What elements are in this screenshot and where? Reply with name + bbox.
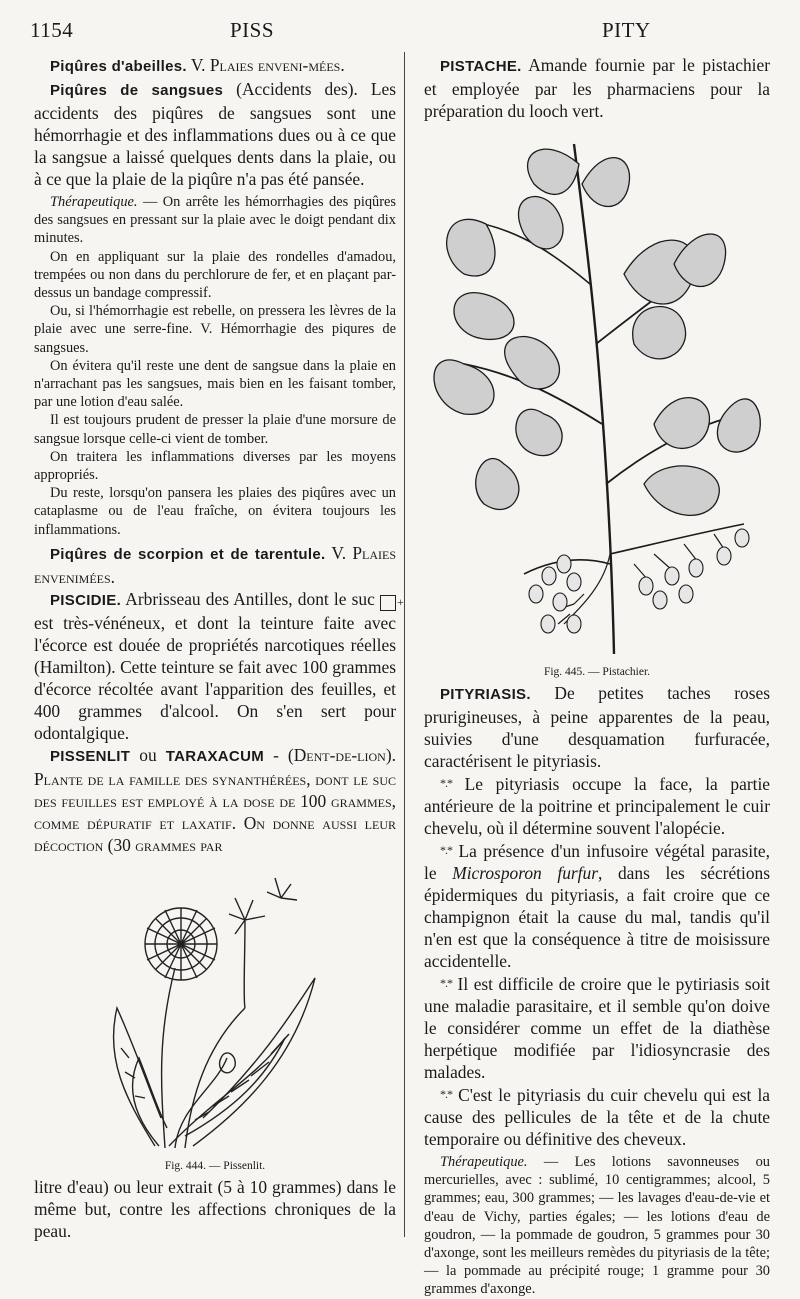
paragraph: *.* La présence d'un infusoire végétal parasite, le Microsporon furfur, dans les sécrétions épidermiques du pityriasis, a fait croire que ce champignon était la cause du mal, tandis qu'il n'en est que la conséquence à titre de moisissure accidentelle.: [424, 841, 770, 971]
asterism: *.*: [440, 976, 452, 990]
paragraph: Ou, si l'hémorrhagie est rebelle, on pressera les lèvres de la plaie avec une serre-fine. V. Hémorrhagie des piqures de sangsues.: [34, 303, 396, 356]
entry-piqures-sangsues: Piqûres de sangsues (Accidents des). Les accidents des piqûres de sangsues sont une hémorrhagie et des inflammations dues ou à ce que la sangsue a laissé quelques dents dans la plaie, ou à ce que la plaie de la piqûre n'a pas été pansée.: [34, 79, 396, 189]
paragraph: On en appliquant sur la plaie des rondelles d'amadou, trempées ou non dans du perchlorure de fer, et en plaçant par-dessus un bandage compressif.: [34, 248, 396, 302]
entry-heading: PISTACHE.: [440, 58, 522, 75]
entry-heading-alt: TARAXACUM: [165, 747, 264, 765]
therapeutique-paragraph: Thérapeutique. — On arrête les hémorrhagies des piqûres des sangsues en pressant sur la plaie avec le doigt pendant dix minutes.: [34, 194, 396, 247]
left-column: [34, 54, 404, 1254]
entry-heading: PISCIDIE.: [50, 591, 122, 609]
entry-heading: Piqûres d'abeilles.: [50, 58, 187, 75]
entry-piscidie: PISCIDIE. Arbrisseau des Antilles, dont le suc + est très-vénéneux, et dont la teinture faite avec l'écorce est douée de propriétés narcotiques réelles (Hamilton). Cette teinture se fait avec 100 grammes d'écorce récoltée avant l'apparition des feuilles, et 400 grammes d'alcool. On s'en sert pour odontalgique.: [34, 588, 404, 743]
entry-scorpion-tarentule: Piqûres de scorpion et de tarentule. V. Plaies envenimées.: [34, 542, 397, 587]
entry-heading: Piqûres de scorpion et de tarentule.: [50, 545, 326, 563]
paragraph: *.* Le pityriasis occupe la face, la partie antérieure de la poitrine et principalement le cuir chevelu, où il détermine souvent l'alopécie.: [424, 774, 770, 838]
paragraph-continuation: litre d'eau) ou leur extrait (5 à 10 grammes) dans le même but, contre les affections chroniques de la peau.: [34, 1176, 396, 1241]
paragraph: Il est toujours prudent de presser la plaie d'une morsure de sangsue lorsque celle-ci vient de tomber.: [34, 412, 396, 447]
therapeutique-paragraph: Thérapeutique. — Les lotions savonneuses ou mercurielles, avec : sublimé, 10 centigrammes; alcool, 5 grammes; eau, 300 grammes; — les lavages d'eau-de-vie et d'eau de Vichy, parties égales; — les lotions d'eau de goudron, — la pommade de goudron, 5 grammes pour 30 d'axonge, sont les meilleurs remèdes du pityriasis de la tête; — la pommade au précipité rouge; 1 gramme pour 30 grammes d'axonge.: [424, 1154, 770, 1298]
page-number: 1154: [30, 18, 74, 42]
paragraph: *.* Il est difficile de croire que le pytiriasis soit une maladie parasitaire, et il semble qu'on doive le considérer comme un effet de la diathèse herpétique modifiée par l'idiosyncrasie des malades.: [424, 974, 770, 1082]
paragraph: On traitera les inflammations diverses par les moyens appropriés.: [34, 448, 396, 484]
figure-caption: Fig. 445. — Pistachier.: [543, 666, 651, 678]
paragraph: On évitera qu'il reste une dent de sangsue dans la plaie en n'arrachant pas les sangsues, mais bien en les faisant tomber, par une lotion d'eau salée.: [34, 357, 396, 411]
entry-heading: PISSENLIT: [50, 747, 131, 765]
asterism: *.*: [440, 776, 452, 790]
entry-heading: Piqûres de sangsues: [50, 82, 224, 99]
paragraph: Du reste, lorsqu'on pansera les plaies des piqûres avec un cataplasme ou de l'eau fraîche, on évitera toujours les inflammations.: [34, 485, 396, 538]
asterism: *.*: [440, 843, 452, 857]
dandelion-illustration: [95, 858, 335, 1158]
entry-pissenlit: PISSENLIT ou TARAXACUM - (Dent-de-lion). Plante de la famille des synanthérées, dont le suc des feuilles est employé à la dose de 100 grammes, comme dépuratif et laxatif. On donne aussi leur décoction (30 grammes par: [34, 744, 396, 855]
header-left-word: PISS: [230, 18, 275, 42]
poison-symbol: +: [380, 595, 396, 611]
entry-pistache: PISTACHE. Amande fournie par le pistachier et employée par les pharmaciens pour la préparation du looch vert.: [424, 55, 770, 121]
entry-piqures-abeilles: Piqûres d'abeilles. V. Plaies enveni-mées.: [50, 55, 345, 75]
asterism: *.*: [440, 1087, 452, 1101]
entry-heading: PITYRIASIS.: [440, 686, 531, 703]
figure-caption: Fig. 444. — Pissenlit.: [164, 1159, 266, 1172]
right-column: [424, 54, 770, 1298]
pistachio-tree-illustration: [424, 124, 770, 664]
entry-pityriasis: PITYRIASIS. De petites taches roses prurigineuses, à peine apparentes de la peau, suivies d'une desquamation furfuracée, caractérisent le pityriasis.: [424, 683, 770, 771]
header-right-word: PITY: [602, 18, 651, 42]
running-header: [30, 18, 764, 48]
column-divider: [404, 52, 405, 1237]
paragraph: *.* C'est le pityriasis du cuir chevelu qui est la cause des pellicules de la tête et de la chute temporaire ou définitive des cheveux.: [424, 1085, 770, 1149]
